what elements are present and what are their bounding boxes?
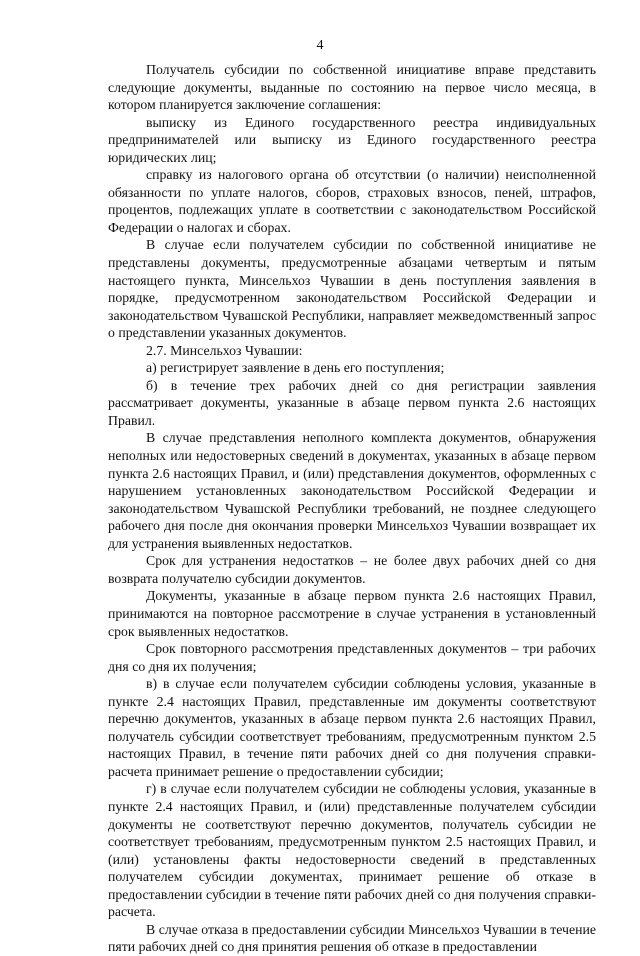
paragraph-11: Срок повторного рассмотрения представленных документов – три рабочих дня со дня их получения; xyxy=(108,641,596,674)
paragraph-1: Получатель субсидии по собственной инициативе вправе представить следующие документы, выданные по состоянию на первое число месяца, в котором планируется заключение соглашения: xyxy=(108,62,596,113)
paragraph-13: г) в случае если получателем субсидии не соблюдены условия, указанные в пункте 2.4 настоящих Правил, и (или) представленные получателем субсидии документы не соответствуют перечню документов, получатель субсидии не соответствует требованиям, предусмотренным пунктом 2.5 настоящих Правил, и (или) установлены факты недостоверности сведений в представленных получателем субсидии документах, принимает решение об отказе в предоставлении субсидии в течение пяти рабочих дней со дня получения справки-расчета. xyxy=(108,781,596,920)
paragraph-10: Документы, указанные в абзаце первом пункта 2.6 настоящих Правил, принимаются на повторное рассмотрение в случае устранения в установленный срок выявленных недостатков. xyxy=(108,588,596,639)
paragraph-7: б) в течение трех рабочих дней со дня регистрации заявления рассматривает документы, указанные в абзаце первом пункта 2.6 настоящих Правил. xyxy=(108,377,596,428)
page-number: 4 xyxy=(316,38,324,53)
paragraph-12: в) в случае если получателем субсидии соблюдены условия, указанные в пункте 2.4 настоящих Правил, представленные им документы соответствуют перечню документов, указанных в абзаце первом пункта 2.6 настоящих Правил, получатель субсидии соответствует требованиям, предусмотренным пунктом 2.5 настоящих Правил, в течение пяти рабочих дней со дня получения справки-расчета принимает решение о предоставлении субсидии; xyxy=(108,676,596,779)
document-body xyxy=(108,61,596,956)
paragraph-5: 2.7. Минсельхоз Чувашии: xyxy=(146,342,303,358)
paragraph-9: Срок для устранения недостатков – не более двух рабочих дней со дня возврата получателю субсидии документов. xyxy=(108,553,596,586)
paragraph-3: справку из налогового органа об отсутствии (о наличии) неисполненной обязанности по уплате налогов, сборов, страховых взносов, пеней, штрафов, процентов, подлежащих уплате в соответствии с законодательством Российской Федерации о налогах и сборах. xyxy=(108,167,596,235)
paragraph-8: В случае представления неполного комплекта документов, обнаружения неполных или недостоверных сведений в документах, указанных в абзаце первом пункта 2.6 настоящих Правил, и (или) представления документов, оформленных с нарушением установленных законодательством Российской Федерации и законодательством Чувашской Республики требований, не позднее следующего рабочего дня после дня окончания проверки Минсельхоз Чувашии возвращает их для устранения выявленных недостатков. xyxy=(108,430,596,551)
paragraph-2: выписку из Единого государственного реестра индивидуальных предпринимателей или выписку из Единого государственного реестра юридических лиц; xyxy=(108,114,596,165)
paragraph-14: В случае отказа в предоставлении субсидии Минсельхоз Чувашии в течение пяти рабочих дней со дня принятия решения об отказе в предоставлении xyxy=(108,921,596,955)
paragraph-4: В случае если получателем субсидии по собственной инициативе не представлены документы, предусмотренные абзацами четвертым и пятым настоящего пункта, Минсельхоз Чувашии в день поступления заявления в порядке, предусмотренном законодательством Российской Федерации и законодательством Чувашской Республики, направляет межведомственный запрос о представлении указанных документов. xyxy=(108,237,596,341)
paragraph-6: а) регистрирует заявление в день его поступления; xyxy=(146,360,445,376)
